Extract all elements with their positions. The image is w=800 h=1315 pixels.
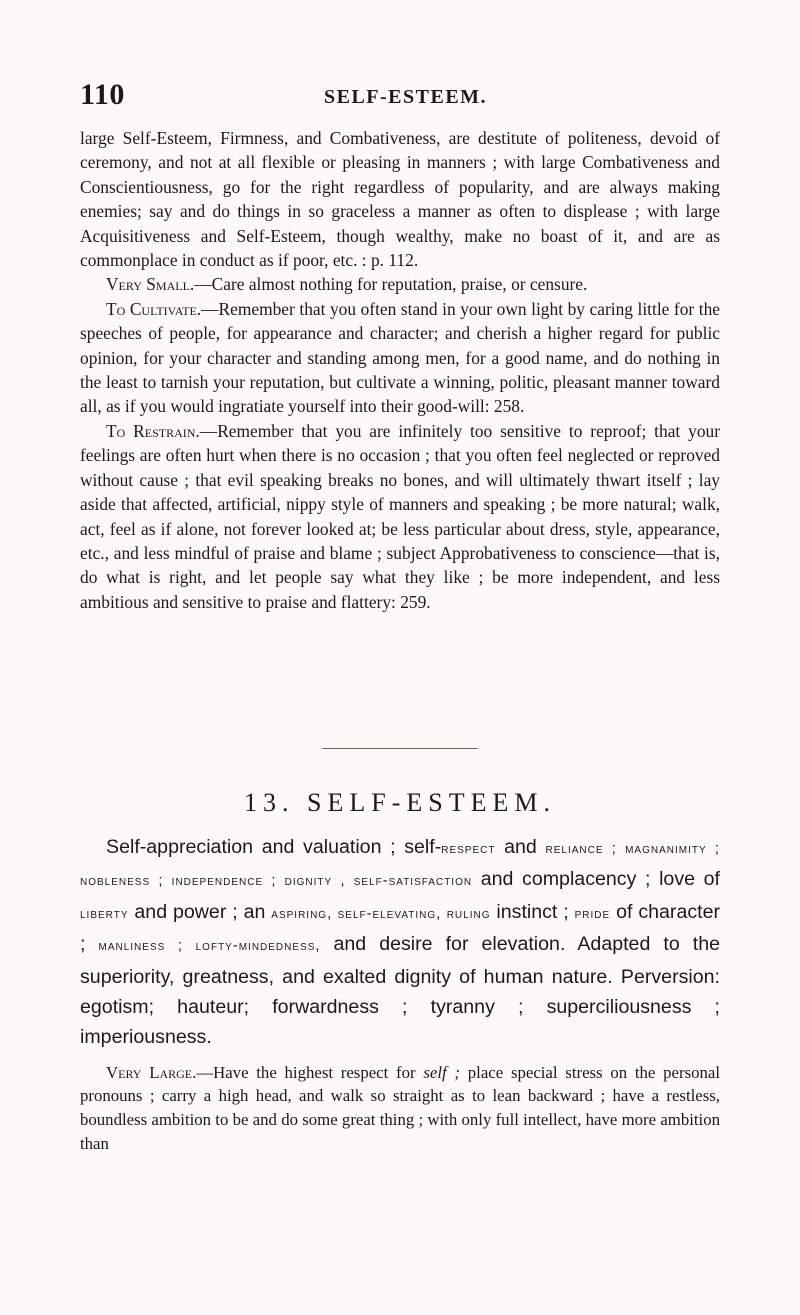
definition-sc-5: pride bbox=[574, 905, 611, 922]
definition-sc-4: aspiring, self-elevating, ruling bbox=[271, 905, 491, 922]
self-esteem-section bbox=[80, 788, 720, 1155]
body-text bbox=[80, 126, 720, 614]
very-large-label: Very Large. bbox=[106, 1062, 197, 1082]
definition-sc-3: liberty bbox=[80, 905, 129, 922]
section-title: 13. SELF-ESTEEM. bbox=[244, 788, 556, 817]
page-header bbox=[80, 78, 720, 118]
definition-text-4: and power ; an bbox=[128, 900, 272, 923]
very-small-label: Very Small. bbox=[106, 274, 195, 295]
very-large-emphasis: self ; bbox=[423, 1062, 461, 1082]
definition-text-1: Self-appreciation and valuation ; self- bbox=[106, 836, 442, 858]
section-divider bbox=[322, 748, 478, 749]
definition-text-5: instinct ; bbox=[490, 900, 575, 923]
running-head: SELF-ESTEEM. bbox=[324, 86, 488, 108]
restrain-paragraph bbox=[80, 419, 720, 614]
cultivate-paragraph bbox=[80, 297, 720, 419]
definition-text-2: and bbox=[495, 836, 546, 858]
cultivate-text: —Remember that you often stand in your own light by caring little for the speeches of people, for appearance and character; and cherish a higher regard for public opinion, for your character and standing among men, for a good name, and do nothing in the least to tarnish your reputation, but cultivate a winning, politic, pleasant manner toward all, as if you would ingratiate yourself into their good-will: 258. bbox=[80, 298, 721, 417]
cultivate-label: To Cultivate. bbox=[106, 298, 202, 319]
definition-paragraph bbox=[80, 832, 720, 1053]
restrain-text: —Remember that you are infinitely too sensitive to reproof; that your feelings are often hurt when there is no occasion ; that you often feel neglected or reproved without cause ; that evil speaking breaks no bones, and will ultimately thwart itself ; lay aside that affected, artificial, nippy style of manners and speaking ; be more natural; walk, act, feel as if alone, not forever looked at; be less particular about dress, style, appearance, etc., and less mindful of praise and blame ; subject Approbativeness to conscience—that is, do what is right, and let people say what they like ; be more independent, and less ambitious and sensitive to praise and flattery: 259. bbox=[80, 420, 721, 612]
continuation-paragraph: large Self-Esteem, Firmness, and Combativeness, are destitute of politeness, devoid of ceremony, and not at all flexible or pleasing in manners ; with large Combativeness and Conscientiousness, go for the right regardless of popularity, and are always making enemies; say and do things in so graceless a manner as often to displease ; with large Acquisitiveness and Self-Esteem, though wealthy, make no boast of it, and are as commonplace in conduct as if poor, etc. : p. 112. bbox=[80, 128, 720, 271]
very-large-paragraph bbox=[80, 1061, 720, 1155]
very-small-paragraph bbox=[80, 272, 720, 296]
definition-text-3: and complacency ; love of bbox=[472, 868, 720, 891]
definition-sc-2: reliance ; magnanimity ; nobleness ; independence ; dignity , self-satisfaction bbox=[80, 841, 720, 890]
very-large-text-2: place special stress on the personal pronouns ; carry a high head, and walk so straight as to lean backward ; have a restless, boundless ambition to be and do some great thing ; with only full intellect, have more ambition than bbox=[80, 1062, 720, 1153]
restrain-label: To Restrain. bbox=[106, 420, 200, 441]
very-small-text: —Care almost nothing for reputation, praise, or censure. bbox=[194, 274, 588, 295]
definition-text-7: and desire for elevation. Adapted to the superiority, greatness, and exalted dignity of human nature. Perversion: egotism; hauteur; forwardness ; tyranny ; superciliousness ; imperiousness. bbox=[80, 933, 720, 1049]
definition-sc-6: manliness ; lofty-mindedness, bbox=[98, 938, 321, 955]
definition-text-6: of character ; bbox=[80, 900, 720, 956]
definition-sc-1: respect bbox=[441, 841, 496, 857]
very-large-text-1: —Have the highest respect for bbox=[196, 1062, 424, 1082]
page-number: 110 bbox=[80, 78, 125, 111]
